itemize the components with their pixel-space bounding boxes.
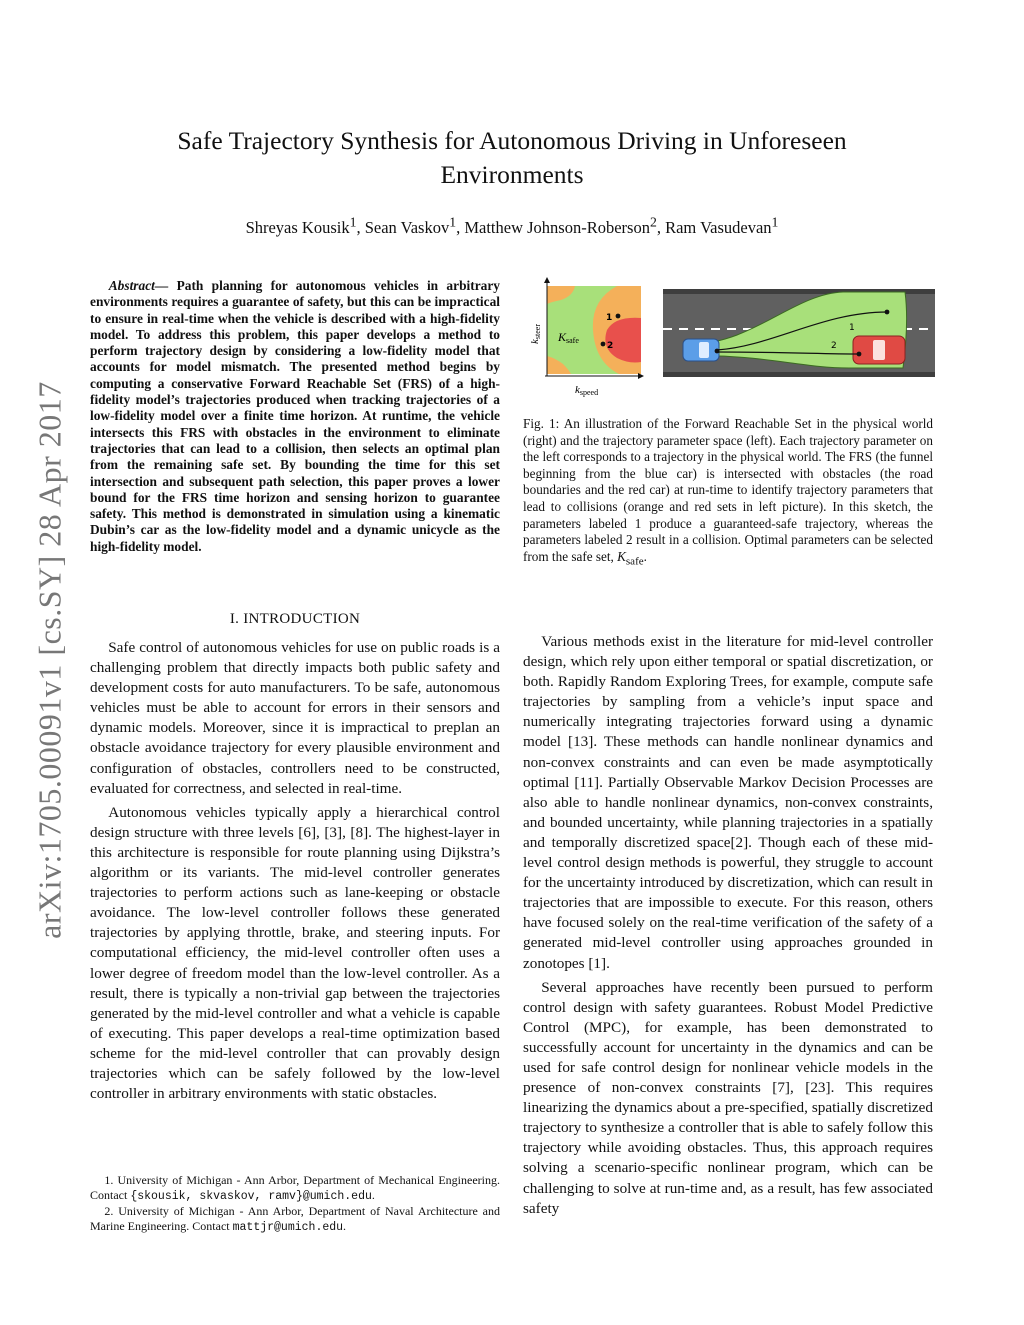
parameter-1-dot	[616, 314, 621, 319]
section-heading: I. INTRODUCTION	[229, 611, 361, 627]
parameter-1-label: 1	[606, 313, 613, 323]
author-affiliation: 1	[449, 214, 457, 230]
author-list: Shreyas Kousik$^1$, Sean Vaskov$^1$, Matthew Johnson-Roberson$^2$, Ram Vasudevan$^1$	[245, 214, 779, 237]
author-name: Sean Vaskov	[364, 218, 450, 237]
abstract-label: Abstract	[108, 278, 155, 293]
parameter-2-dot	[601, 342, 606, 347]
trajectory-start-dot	[715, 349, 720, 354]
author-affiliation: 1	[771, 214, 779, 230]
figure-1	[523, 272, 935, 404]
trajectory-2-end-dot	[857, 352, 862, 357]
physical-world-plot	[663, 289, 935, 377]
author-affiliation: 2	[649, 214, 657, 230]
author-name: Ram Vasudevan	[665, 218, 772, 237]
blue-car-window	[699, 342, 709, 358]
contact-email: {skousik, skvaskov, ramv}@umich.edu	[130, 1190, 372, 1203]
caption-prefix: Fig. 1:	[523, 416, 560, 431]
author-name: Matthew Johnson-Roberson	[464, 218, 650, 237]
x-axis-label: kspeed	[575, 384, 599, 397]
introduction-body	[90, 638, 500, 1108]
right-column-body	[523, 632, 933, 1223]
trajectory-1-end-dot	[885, 310, 890, 315]
caption-text: An illustration of the Forward Reachable Set in the physical world (right) and the trajectory parameter space (left). Each trajectory parameter on the left corresponds to a trajectory in the physical world. The FRS (the funnel beginning from the blue car) is intersected with obstacles (the road boundaries and the red car) at run-time to identify trajectory parameters that lead to collisions (orange and red sets in left picture). In this sketch, the parameters labeled 1 produce a guaranteed-safe trajectory, whereas the parameters labeled 2 result in a collision. Optimal parameters can be selected from the safe set,	[523, 416, 933, 564]
road-bottom-edge	[663, 372, 935, 377]
parameter-space-plot	[529, 278, 643, 397]
author-name: Shreyas Kousik	[245, 218, 350, 237]
figure-caption: Fig. 1: An illustration of the Forward Reachable Set in the physical world (right) and the trajectory parameter space (left). Each trajectory parameter on the left corresponds to a trajectory in the physical world. The FRS (the funnel beginning from the blue car) is intersected with obstacles (the road boundaries and the red car) at run-time to identify trajectory parameters that lead to collisions (orange and red sets in left picture). In this sketch, the parameters labeled 1 produce a guaranteed-safe trajectory, whereas the parameters labeled 2 result in a collision. Optimal parameters can be selected from the safe set, $K_{safe}$.	[523, 416, 933, 568]
trajectory-1-label: 1	[849, 323, 855, 333]
arxiv-stamp-text: arXiv:1705.00091v1 [cs.SY] 28 Apr 2017	[31, 381, 68, 939]
parameter-2-label: 2	[607, 341, 614, 351]
abstract-text: Path planning for autonomous vehicles in arbitrary environments requires a guarantee of safety, but this can be impractical to ensure in real-time when the vehicle is described with a high-fidelity model. To address this problem, this paper develops a method to perform trajectory design by considering a low-fidelity model that accounts for model mismatch. The presented method begins by computing a conservative Forward Reachable Set (FRS) of a high-fidelity model’s trajectories produced when tracking trajectories of a low-fidelity model over a finite time horizon. At runtime, the vehicle intersects this FRS with obstacles in the environment to eliminate trajectories that can lead to a collision, then selects an optimal plan from the remaining safe set. By bounding the time for this set intersection and subsequent path selection, this paper proves a lower bound for the FRS time horizon and sensing horizon to guarantee safety. This method is demonstrated in simulation using a kinematic Dubin’s car as the low-fidelity model and a dynamic unicycle as the high-fidelity model.	[90, 278, 500, 554]
footnote: 1. University of Michigan - Ann Arbor, Department of Mechanical Engineering. Contact {skousik, skvaskov, ramv}@umich.edu.	[90, 1173, 500, 1203]
safe-set-label: Ksafe	[558, 330, 579, 345]
y-axis-label: ksteer	[529, 324, 542, 344]
paragraph: Various methods exist in the literature for mid-level controller design, which rely upon either temporal or spatial discretization, or both. Rapidly Random Exploring Trees, for example, compute safe trajectories by sampling from a vehicle’s input space and numerically integrating trajectories forward using a dynamic model [13]. These methods can handle nonlinear dynamics and non-convex constraints and can even be made asymptotically optimal [11]. Partially Observable Markov Decision Processes are also able to handle nonlinear dynamics, non-convex constraints, and bounded uncertainty, while planning trajectories in a spatially and temporally discretized space[2]. Though each of these mid-level control design methods is powerful, they struggle to account for the uncertainty introduced by discretization, which can result in trajectories that are impossible to execute. For this reason, others have focused solely on the real-time verification of the safety of a generated mid-level controller using approaches grounded in zonotopes [1].	[523, 633, 933, 972]
paragraph: Autonomous vehicles typically apply a hierarchical control design structure with three levels [6], [3], [8]. The highest-layer in this architecture is responsible for route planning using Dijkstra’s algorithm or its variants. The mid-level controller generates trajectories to perform actions such as lane-keeping or obstacle avoidance. The low-level controller follows these generated trajectories by applying throttle, brake, and steering inputs. For computational efficiency, the mid-level controller often uses a lower degree of freedom model than the low-level controller. As a result, there is typically a non-trivial gap between the trajectories generated by the mid-level controller and what a vehicle is capable of executing. This paper develops a real-time optimization based scheme for the mid-level controller that can provably design trajectories which can be safely followed by the low-level controller in arbitrary environments with static obstacles.	[90, 803, 500, 1103]
paragraph: Safe control of autonomous vehicles for use on public roads is a challenging problem that directly impacts both public safety and development costs for auto manufacturers. To be safe, autonomous vehicles must be able to account for errors in their sensors and dynamic models. Moreover, since it is impractical to preplan an obstacle avoidance trajectory for every plausible environment and configuration of obstacles, controllers need to be constructed, evaluated for correctness, and selected in real-time.	[90, 639, 500, 797]
footnotes	[90, 1173, 500, 1235]
red-car-window	[873, 340, 885, 360]
paper-title: Safe Trajectory Synthesis for Autonomous Driving in Unforeseen Environments	[177, 126, 847, 189]
abstract: Abstract— Path planning for autonomous vehicles in arbitrary environments requires a guarantee of safety, but this can be impractical to ensure in real-time when the vehicle is described with a high-fidelity model. To address this problem, this paper develops a method to perform trajectory design by considering a low-fidelity model that accounts for model mismatch. The presented method begins by computing a conservative Forward Reachable Set (FRS) of a high-fidelity model’s trajectories produced when tracking trajectories of a low-fidelity model over a finite time horizon. At runtime, the vehicle intersects this FRS with obstacles in the environment to eliminate trajectories that can lead to a collision, then selects an optimal plan from the remaining safe set. By bounding the time for this set intersection and subsequent path selection, this paper proves a lower bound for the FRS time horizon and sensing horizon to guarantee safety. This method is demonstrated in simulation using a kinematic Dubin’s car as the low-fidelity model and a dynamic unicycle as the high-fidelity model.	[90, 278, 500, 554]
paragraph: Several approaches have recently been pursued to perform control design with safety guarantees. Robust Model Predictive Control (MPC), for example, has been demonstrated to successfully account for uncertainty in the dynamics and can be used for safe control design for nonlinear vehicle models in the presence of non-convex constraints [7], [23]. This requires linearizing the dynamics about a pre-specified, spatially discretized trajectory to synthesize a controller that is able to safely follow this trajectory while avoiding obstacles. Thus, this approach requires solving a scenario-specific nonlinear program, which can be challenging to solve at run-time and, as a result, has few associated safety	[523, 978, 933, 1217]
author-affiliation: 1	[349, 214, 357, 230]
footnote: 2. University of Michigan - Ann Arbor, Department of Naval Architecture and Marine Engineering. Contact mattjr@umich.edu.	[90, 1204, 500, 1234]
contact-email: mattjr@umich.edu	[232, 1221, 344, 1234]
trajectory-2-label: 2	[831, 341, 837, 351]
